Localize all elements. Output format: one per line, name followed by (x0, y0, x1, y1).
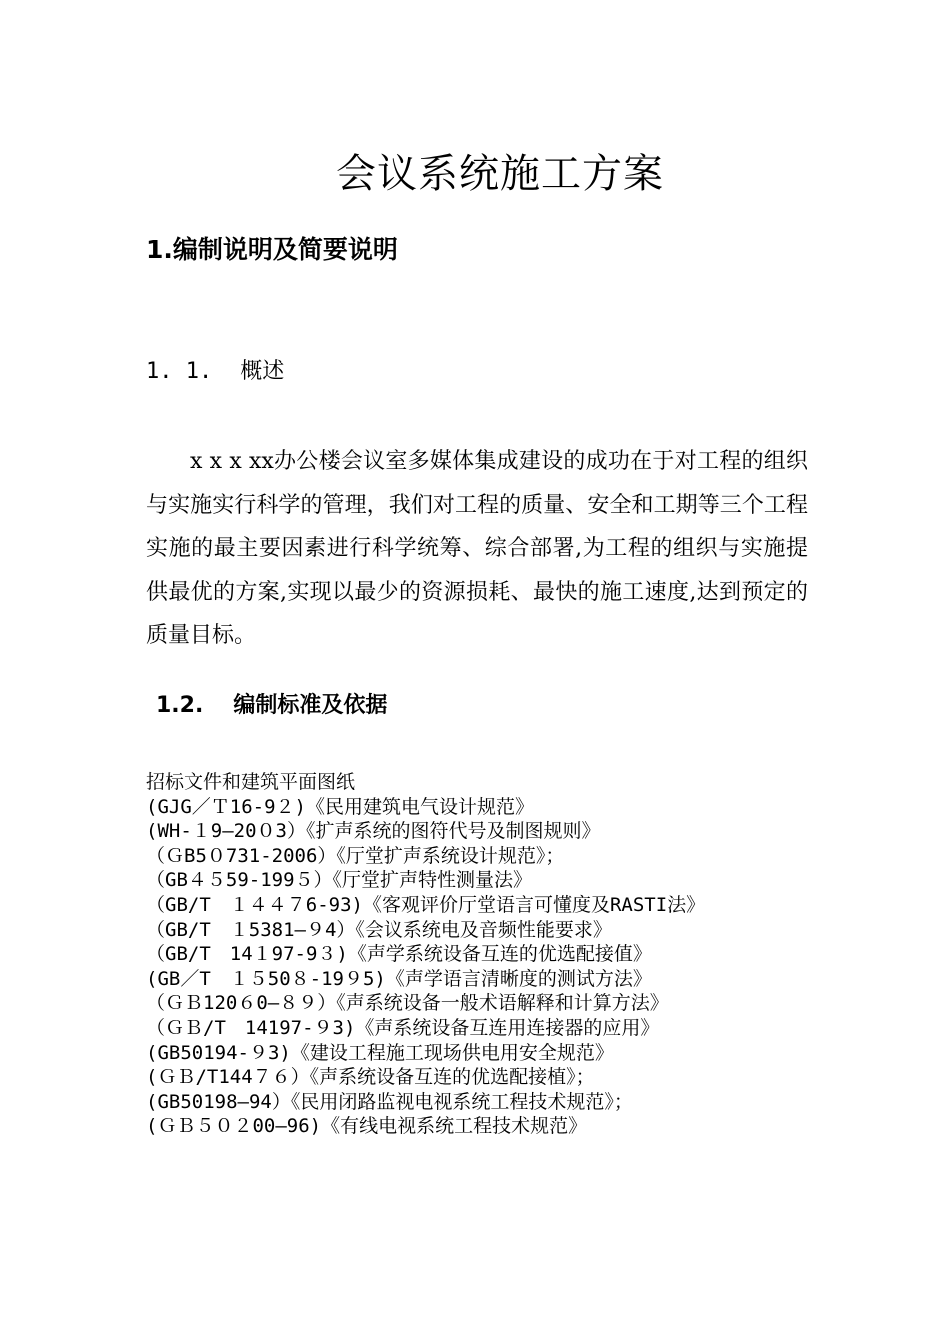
section-1-1-title: 概述 (240, 359, 285, 384)
section-1-2-title: 编制标准及依据 (233, 693, 388, 718)
reference-item: （GB４５59-199５）《厅堂扩声特性测量法》 (146, 869, 533, 892)
reference-item: (GB50198—94）《民用闭路监视电视系统工程技术规范》； (146, 1090, 633, 1113)
reference-item: （GB/T １４４７6-93)《客观评价厅堂语言可懂度及RASTI法》 (146, 893, 706, 916)
document-title: 会议系统施工方案 (336, 151, 664, 197)
section-1-2-heading (156, 690, 387, 722)
reference-item: (GB／T １５50８-19９5)《声学语言清晰度的测试方法》 (146, 967, 652, 990)
section-1-2-number: 1.2. (156, 693, 204, 718)
reference-item: (ＧＢ/T144７６）《声系统设备互连的优选配接植》； (146, 1066, 595, 1089)
reference-item: (GB50194-９3)《建设工程施工现场供电用安全规范》 (146, 1041, 614, 1064)
overview-paragraph: x x x xx办公楼会议室多媒体集成建设的成功在于对工程的组织与实施实行科学的管理，我们对工程的质量、安全和工期等三个工程实施的最主要因素进行科学统筹、综合部署,为工程的组织与实施提供最优的方案,实现以最少的资源损耗、最快的施工速度,达到预定的质量目标。 (146, 449, 808, 648)
section-1-1-heading (146, 356, 284, 388)
reference-item: 招标文件和建筑平面图纸 (146, 771, 356, 793)
reference-item: （ＧＢ120６0—８９）《声系统设备一般术语解释和计算方法》 (146, 992, 669, 1015)
reference-item: （GB/T 14１97-9３)《声学系统设备互连的优选配接值》 (146, 943, 652, 966)
reference-item: （GB/T １5381—９4）《会议系统电及音频性能要求》 (146, 918, 612, 941)
reference-item: （ＧＢ/T 14197-９3)《声系统设备互连用连接器的应用》 (146, 1016, 660, 1039)
reference-item: (WH-１9—20０3）《扩声系统的图符代号及制图规则》 (146, 820, 601, 843)
section-1-heading: 1.编制说明及简要说明 (146, 235, 398, 264)
reference-item: （ＧB5０731-2006）《厅堂扩声系统设计规范》； (146, 844, 565, 867)
reference-list (146, 770, 808, 1139)
section-1-1-number: 1. 1. (146, 359, 213, 384)
reference-item: (ＧＢ５０２00—96)《有线电视系统工程技术规范》 (146, 1115, 588, 1138)
reference-item: (GJG／Ｔ16-9２)《民用建筑电气设计规范》 (146, 795, 534, 818)
